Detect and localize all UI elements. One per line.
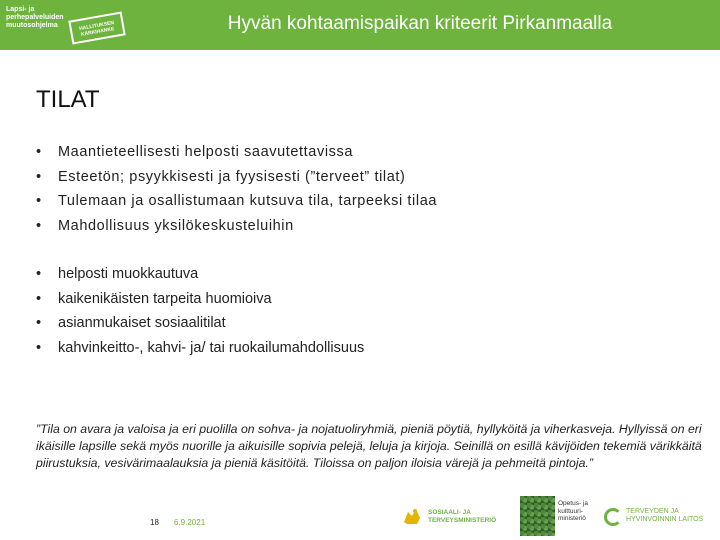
list-item: • Esteetön; psyykkisesti ja fyysisesti (”terveet” tilat) [36, 165, 676, 190]
criteria-list [36, 140, 676, 238]
stm-logo-text [428, 509, 496, 525]
stm-line: TERVEYSMINISTERIÖ [428, 517, 497, 524]
section-title: TILAT [36, 86, 100, 113]
thl-line: HYVINVOINNIN LAITOS [626, 516, 704, 523]
lion-emblem-icon [400, 504, 424, 528]
okm-logo-text [558, 500, 588, 523]
list-item: • Mahdollisuus yksilökeskusteluihin [36, 214, 676, 239]
okm-line: kulttuuri- [558, 507, 583, 515]
list-item: • kaikenikäisten tarpeita huomioiva [36, 287, 676, 312]
key-project-stamp: HALLITUKSEN KÄRKIHANKE [68, 11, 125, 44]
thl-line: TERVEYDEN JA [626, 508, 679, 515]
program-logo [0, 0, 132, 50]
stm-line: SOSIAALI- JA [428, 509, 471, 516]
slide-title: Hyvän kohtaamispaikan kriteerit Pirkanmaalla [227, 13, 613, 34]
example-quote: ”Tila on avara ja valoisa ja eri puolilla on sohva- ja nojatuoliryhmiä, pieniä pöytiä, hyllyköitä ja viherkasveja. Hyllyissä on eri ikäisille lapsille sekä myös nuorille ja aikuisille sopivia pelejä, leluja ja kirjoja. Seinillä on esillä kävijöiden tekemiä värikkäitä piirustuksia, vesivärimaalauksia ja pieniä käsitöitä. Tiloissa on paljon iloisia värejä ja pehmeitä pintoja.” [36, 422, 702, 470]
thl-mark-icon [604, 508, 622, 526]
okm-image [520, 496, 555, 536]
okm-line: Opetus- ja [558, 500, 588, 507]
okm-logo [520, 496, 600, 536]
thl-logo-text [626, 508, 703, 524]
list-item: • asianmukaiset sosiaalitilat [36, 311, 676, 336]
stm-logo [400, 496, 515, 536]
header-bar [0, 0, 720, 50]
list-item: • Maantieteellisesti helposti saavutettavissa [36, 140, 676, 165]
space-features-list [36, 262, 676, 360]
program-logo-text [6, 6, 64, 30]
footer-date: 6.9.2021 [174, 518, 206, 527]
logo-line: Lapsi- ja [6, 6, 35, 13]
page-number: 18 [150, 518, 159, 527]
thl-logo [604, 496, 716, 536]
logo-line: perhepalveluiden [6, 14, 64, 21]
logo-line: muutosohjelma [6, 22, 58, 29]
list-item: • kahvinkeitto-, kahvi- ja/ tai ruokailumahdollisuus [36, 336, 676, 361]
list-item: • Tulemaan ja osallistumaan kutsuva tila, tarpeeksi tilaa [36, 189, 676, 214]
list-item: • helposti muokkautuva [36, 262, 676, 287]
okm-line: ministeriö [558, 515, 586, 522]
